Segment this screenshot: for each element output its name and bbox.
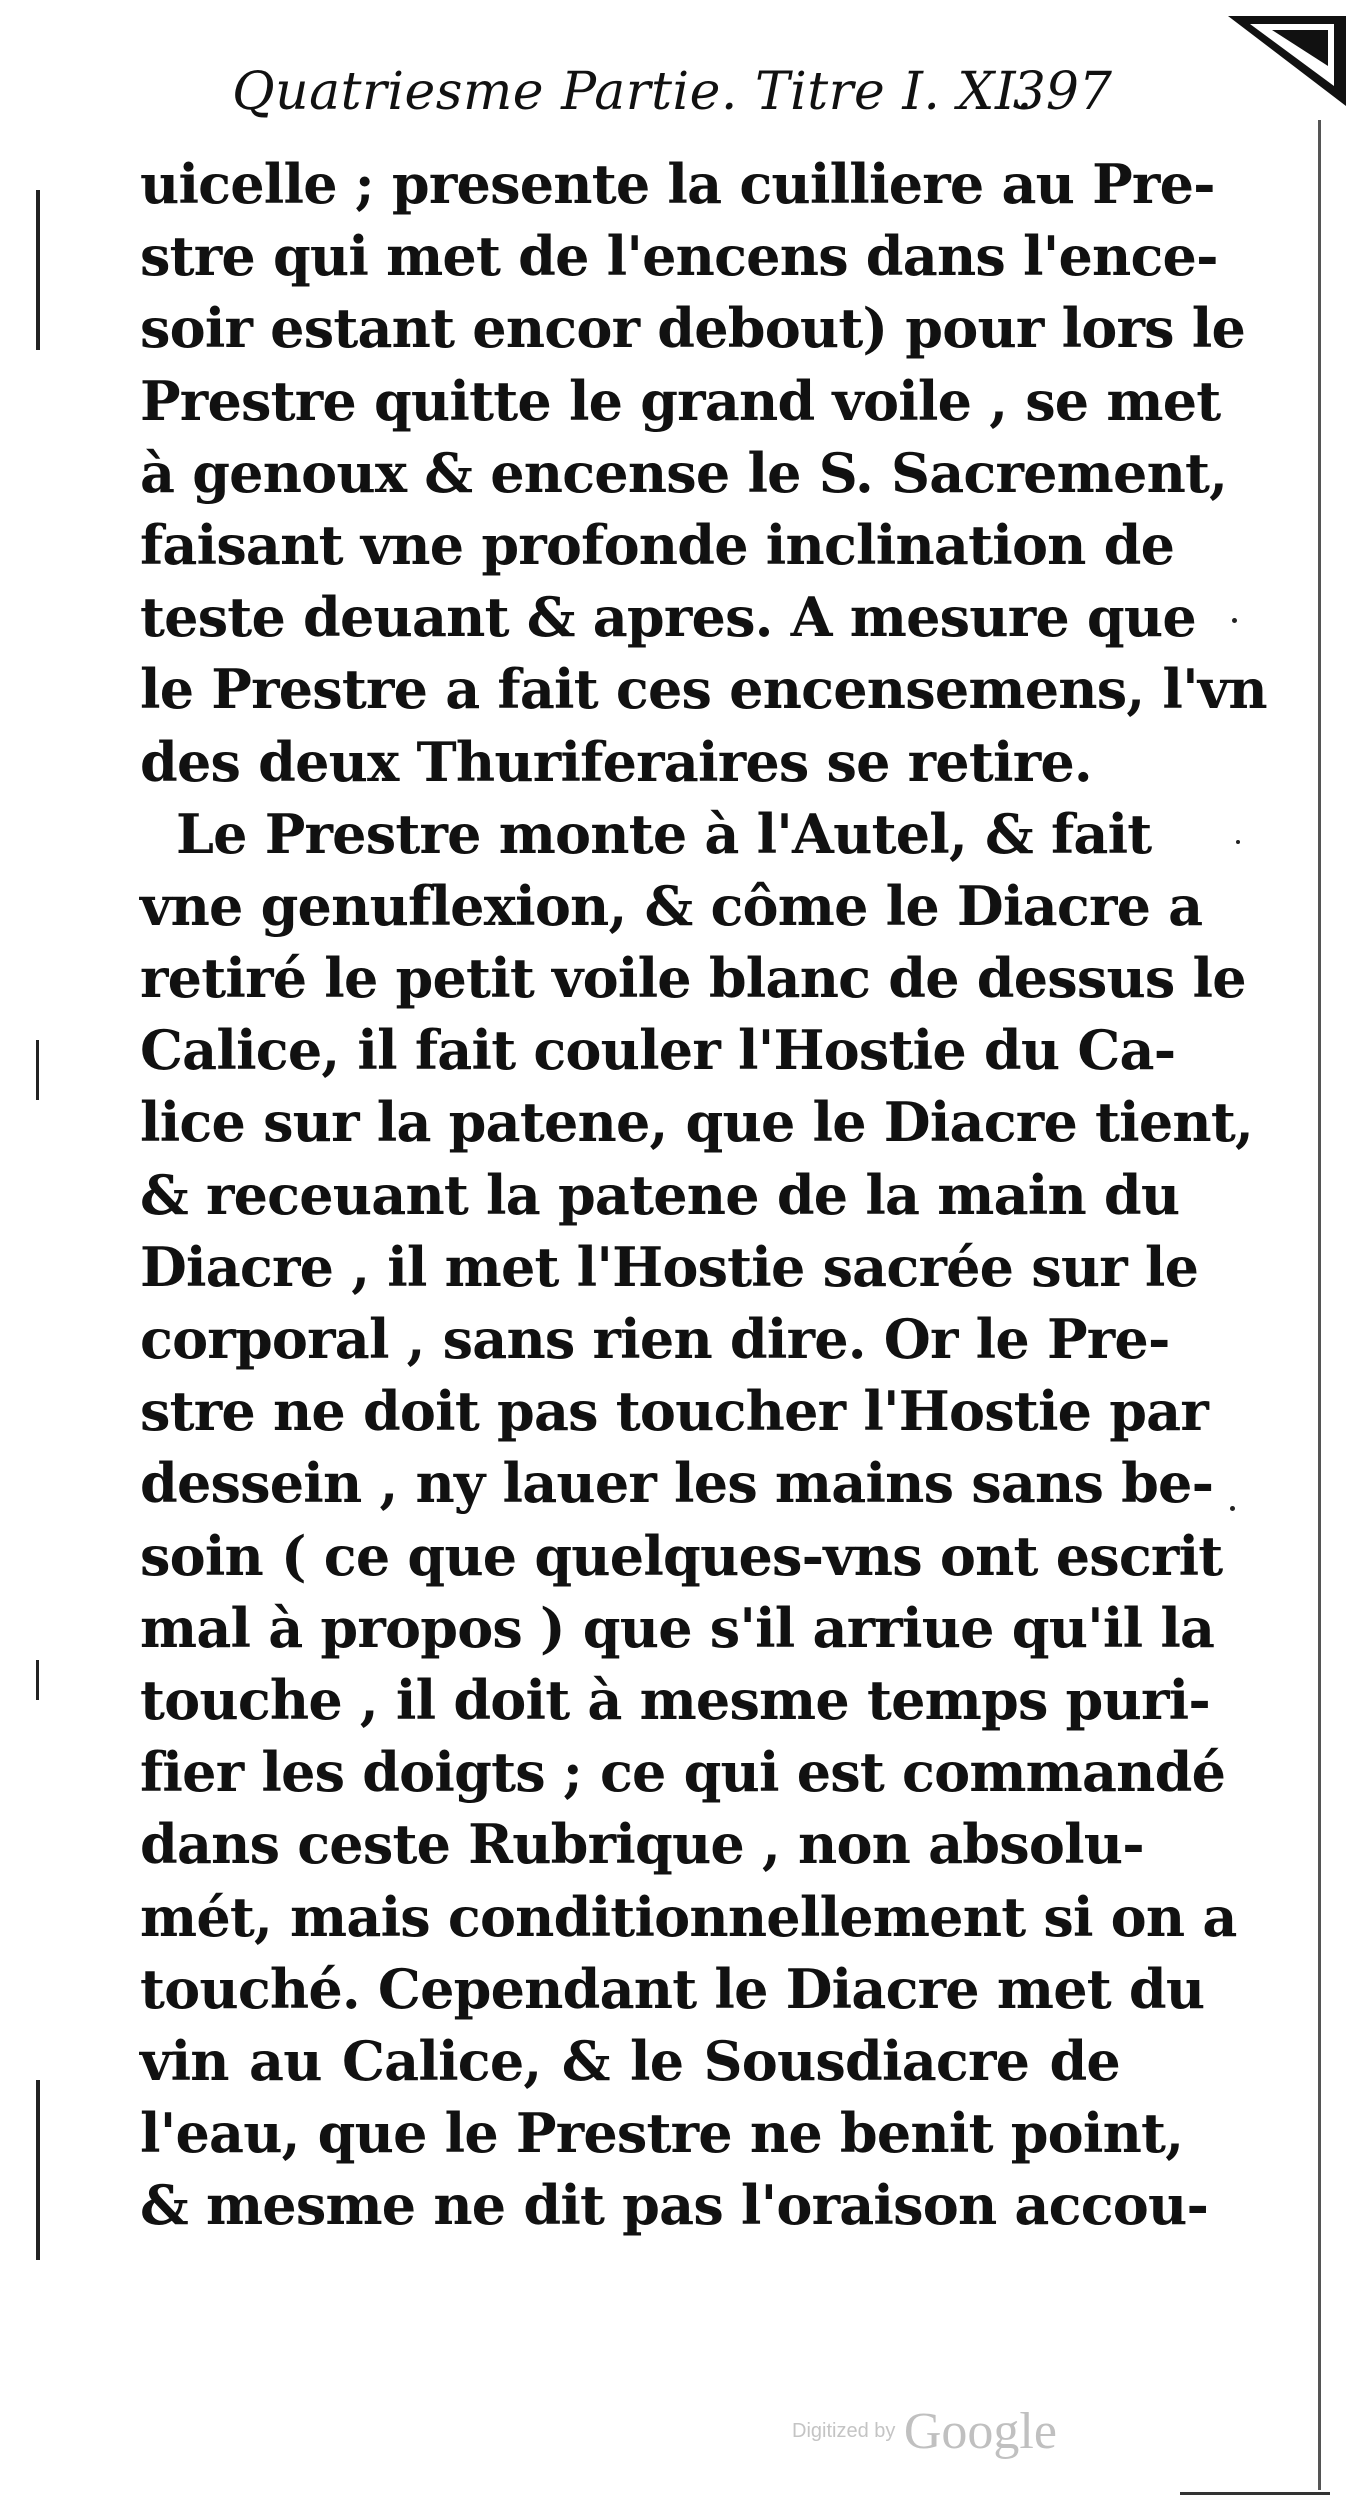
text-line: fier les doigts ; ce qui est commandé — [140, 1740, 1226, 1805]
text-line: touche , il doit à mesme temps puri- — [140, 1667, 1210, 1732]
text-line: corporal , sans rien dire. Or le Pre- — [140, 1307, 1170, 1371]
left-margin-mark — [36, 190, 40, 350]
left-margin-mark — [36, 1660, 39, 1700]
text-line: dans ceste Rubrique , non absolu- — [140, 1812, 1144, 1877]
text-line: & mesme ne dit pas l'oraison accou- — [140, 2173, 1209, 2238]
running-title: Quatriesme Partie. Titre I. XI. — [232, 62, 1034, 122]
text-line: mét, mais conditionnellement si on a — [140, 1884, 1237, 1949]
digitized-by-google — [792, 2402, 1092, 2462]
page-number: 397 — [1012, 62, 1112, 122]
left-margin-mark — [36, 2080, 40, 2260]
right-margin-dot — [1236, 840, 1240, 844]
text-line: Le Prestre monte à l'Autel, & fait — [176, 801, 1152, 866]
text-line: à genoux & encense le S. Sacrement, — [140, 440, 1228, 505]
text-line: Prestre quitte le grand voile , se met — [140, 368, 1221, 433]
text-line: soin ( ce que quelques-vns ont escrit — [140, 1523, 1223, 1588]
text-line: vne genuflexion, & côme le Diacre a — [140, 873, 1203, 938]
text-line: & receuant la patene de la main du — [140, 1162, 1180, 1227]
bottom-rule — [1180, 2492, 1330, 2495]
text-line: lice sur la patene, que le Diacre tient, — [140, 1090, 1254, 1155]
running-head — [232, 62, 1112, 142]
text-line: faisant vne profonde inclination de — [140, 512, 1175, 577]
text-line: stre ne doit pas toucher l'Hostie par — [140, 1379, 1209, 1444]
text-line: touché. Cependant le Diacre met du — [140, 1956, 1205, 2021]
right-margin-dot — [1232, 618, 1237, 623]
text-line: des deux Thuriferaires se retire. — [140, 729, 1092, 794]
left-margin-mark — [36, 1040, 39, 1100]
text-line: soir estant encor debout) pour lors le — [140, 296, 1246, 361]
text-line: uicelle ; presente la cuilliere au Pre- — [140, 152, 1215, 216]
google-logo: Google — [903, 2403, 1057, 2460]
text-line: retiré le petit voile blanc de dessus le — [140, 946, 1246, 1011]
text-line: Calice, il fait couler l'Hostie du Ca- — [140, 1018, 1176, 1083]
text-line: dessein , ny lauer les mains sans be- — [140, 1451, 1214, 1516]
right-margin-dot — [1230, 1506, 1235, 1511]
text-line: mal à propos ) que s'il arriue qu'il la — [140, 1595, 1215, 1660]
right-edge-line — [1318, 120, 1321, 2490]
text-line: le Prestre a fait ces encensemens, l'vn — [140, 657, 1267, 722]
text-line: l'eau, que le Prestre ne benit point, — [140, 2101, 1184, 2166]
text-line: Diacre , il met l'Hostie sacrée sur le — [140, 1234, 1199, 1299]
text-line: stre qui met de l'encens dans l'ence- — [140, 224, 1218, 289]
digitized-label: Digitized by — [792, 2420, 896, 2442]
text-line: vin au Calice, & le Sousdiacre de — [140, 2028, 1120, 2093]
body-text — [140, 148, 1267, 2241]
text-line: teste deuant & apres. A mesure que — [140, 585, 1196, 650]
corner-fold-mark — [1228, 14, 1346, 106]
